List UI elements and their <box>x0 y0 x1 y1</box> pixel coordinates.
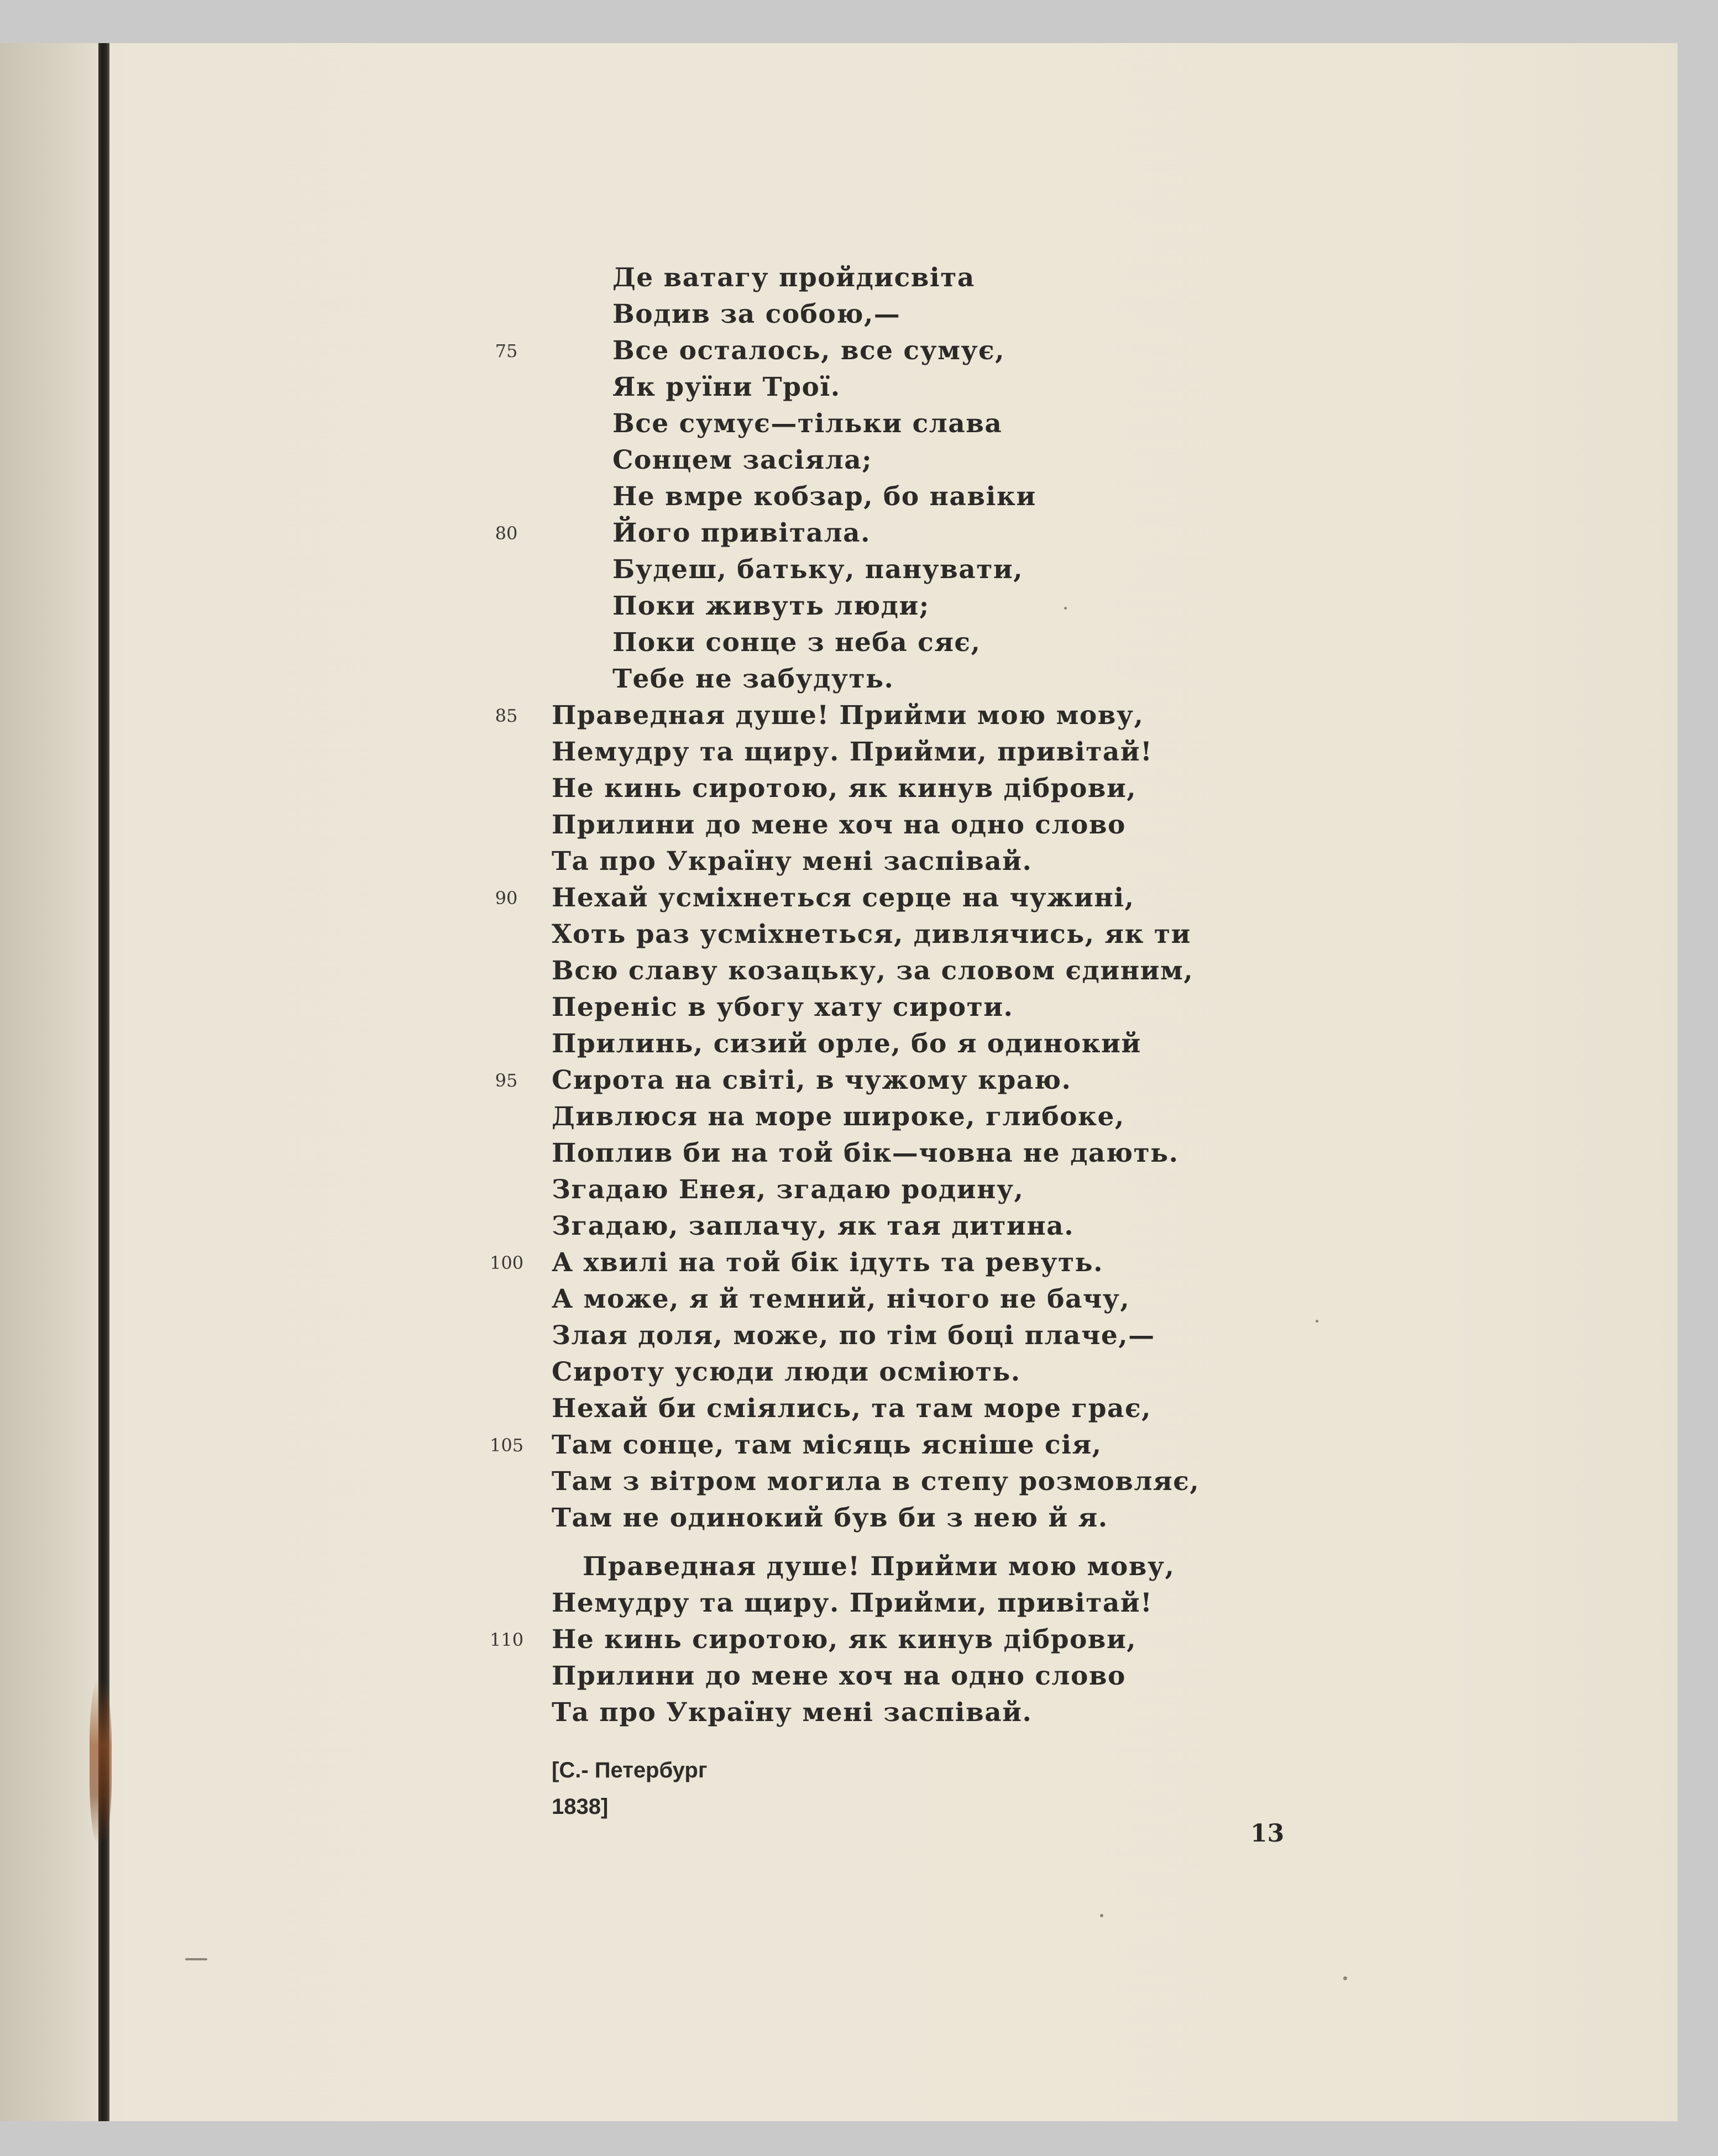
poem-line <box>552 1391 1200 1427</box>
poem-line <box>495 880 1200 916</box>
poem-line <box>552 369 1200 406</box>
poem-line <box>490 1245 1200 1281</box>
line-text: Водив за собою,— <box>612 299 901 329</box>
line-number: 80 <box>495 523 518 544</box>
poem-line <box>552 770 1200 807</box>
poem-line <box>552 661 1200 697</box>
poem-line <box>552 552 1200 588</box>
poem-line <box>552 916 1200 953</box>
line-text: Прилини до мене хоч на одно слово <box>552 1661 1126 1691</box>
poem-line <box>552 442 1200 479</box>
poem-line <box>552 1354 1200 1391</box>
poem-line <box>552 1281 1200 1318</box>
poem-line <box>552 260 1200 296</box>
line-text: Не кинь сиротою, як кинув діброви, <box>552 1624 1137 1655</box>
line-text: Згадаю Енея, згадаю родину, <box>552 1174 1024 1205</box>
paper-speck <box>1343 1976 1347 1980</box>
poem-line <box>552 1500 1200 1536</box>
line-text: Поки живуть люди; <box>612 591 930 621</box>
poem-footer <box>552 1752 707 1825</box>
line-text: Не кинь сиротою, як кинув діброви, <box>552 773 1137 804</box>
line-text: Будеш, батьку, панувати, <box>612 554 1024 585</box>
line-text: Переніс в убогу хату сироти. <box>552 992 1014 1022</box>
paper-mark <box>185 1958 207 1960</box>
line-text: Там з вітром могила в степу розмовляє, <box>552 1466 1200 1497</box>
line-text: Сирота на світі, в чужому краю. <box>552 1065 1072 1095</box>
line-text: Нехай усміхнеться серце на чужині, <box>552 883 1135 913</box>
line-text: Хоть раз усміхнеться, дивлячись, як ти <box>552 919 1191 950</box>
poem-line <box>552 406 1200 442</box>
line-text: Праведная душе! Прийми мою мову, <box>583 1551 1175 1582</box>
line-number: 85 <box>495 705 518 726</box>
poem-line <box>552 588 1200 625</box>
paper-speck <box>1100 1914 1103 1917</box>
poem-line <box>495 515 1200 552</box>
poem-line <box>552 1549 1200 1585</box>
poem-line <box>552 1463 1200 1500</box>
line-text: Поки сонце з неба сяє, <box>612 627 981 658</box>
poem-text <box>490 260 1200 1731</box>
poem-line <box>552 1585 1200 1622</box>
line-text: Дивлюся на море широке, глибоке, <box>552 1101 1125 1132</box>
line-text: Нехай би сміялись, та там море грає, <box>552 1393 1151 1424</box>
poem-line <box>552 296 1200 333</box>
poem-line <box>495 333 1200 369</box>
footer-year: 1838] <box>552 1795 609 1819</box>
poem-line <box>552 843 1200 880</box>
paper-speck <box>1316 1320 1318 1323</box>
line-text: Немудру та щиру. Прийми, привітай! <box>552 1588 1153 1618</box>
poem-line <box>552 1208 1200 1245</box>
line-text: А може, я й темний, нічого не бачу, <box>552 1284 1130 1314</box>
line-text: Всю славу козацьку, за словом єдиним, <box>552 956 1194 986</box>
poem-line <box>552 625 1200 661</box>
page-number: 13 <box>1250 1819 1285 1848</box>
line-text: Там не одинокий був би з нею й я. <box>552 1503 1108 1533</box>
line-text: Все осталось, все сумує, <box>612 335 1005 366</box>
poem-line <box>552 1318 1200 1354</box>
line-text: Сонцем засіяла; <box>612 445 873 475</box>
poem-line <box>552 1695 1200 1731</box>
poem-line <box>552 807 1200 843</box>
poem-line <box>552 479 1200 515</box>
line-text: Його привітала. <box>612 518 871 548</box>
footer-place: [С.- Петербург <box>552 1758 708 1782</box>
paper-stain <box>90 1679 112 1845</box>
poem-line <box>552 1172 1200 1208</box>
line-text: Згадаю, заплачу, як тая дитина. <box>552 1211 1075 1241</box>
poem-line <box>490 1622 1200 1658</box>
poem-line <box>552 1135 1200 1172</box>
line-text: Злая доля, може, по тім боці плаче,— <box>552 1320 1155 1351</box>
line-text: Сироту усюди люди осміють. <box>552 1357 1021 1387</box>
line-number: 95 <box>495 1070 518 1091</box>
line-text: Поплив би на той бік—човна не дають. <box>552 1138 1179 1168</box>
line-text: Та про Україну мені заспівай. <box>552 1697 1033 1728</box>
line-text: Як руїни Трої. <box>612 372 841 402</box>
line-text: Та про Україну мені заспівай. <box>552 846 1033 877</box>
line-number: 90 <box>495 888 518 909</box>
line-text: Тебе не забудуть. <box>612 664 894 694</box>
line-text: Прилинь, сизий орле, бо я одинокий <box>552 1029 1141 1059</box>
line-text: Не вмре кобзар, бо навіки <box>612 481 1036 512</box>
line-text: Там сонце, там місяць ясніше сія, <box>552 1430 1102 1460</box>
poem-line <box>552 953 1200 989</box>
line-number: 75 <box>495 340 518 361</box>
line-text: Де ватагу пройдисвіта <box>612 263 975 293</box>
line-text: Немудру та щиру. Прийми, привітай! <box>552 737 1153 767</box>
line-text: Праведная душе! Прийми мою мову, <box>552 700 1144 731</box>
poem-line <box>552 1658 1200 1695</box>
line-number: 100 <box>490 1252 524 1273</box>
line-text: А хвилі на той бік ідуть та ревуть. <box>552 1247 1103 1278</box>
poem-line <box>552 1026 1200 1062</box>
poem-line <box>552 734 1200 770</box>
poem-line <box>552 989 1200 1026</box>
line-number: 110 <box>490 1629 524 1650</box>
line-text: Все сумує—тільки слава <box>612 408 1003 439</box>
poem-line <box>552 1099 1200 1135</box>
poem-line <box>490 1427 1200 1463</box>
line-number: 105 <box>490 1435 524 1456</box>
line-text: Прилини до мене хоч на одно слово <box>552 810 1126 840</box>
poem-line <box>495 697 1200 734</box>
poem-line <box>495 1062 1200 1099</box>
